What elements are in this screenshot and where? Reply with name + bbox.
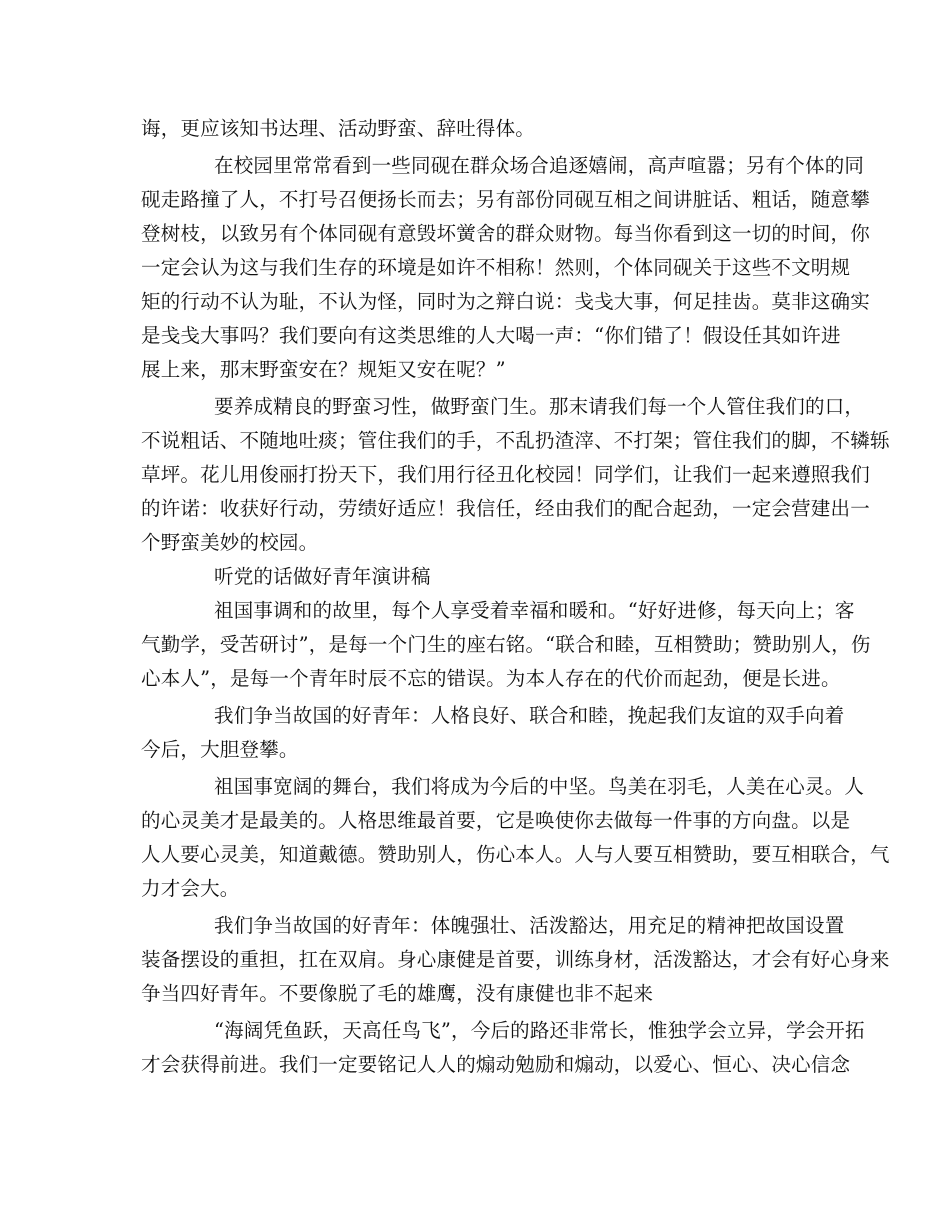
text-line: 一定会认为这与我们生存的环境是如许不相称！然则，个体同砚关于这些不文明规: [141, 256, 851, 279]
text-line: 祖国事调和的故里，每个人享受着幸福和暖和。“好好进修，每天向上；客: [214, 599, 855, 622]
text-line: 祖国事宽阔的舞台，我们将成为今后的中坚。鸟美在羽毛，人美在心灵。人: [214, 775, 865, 798]
text-line: 草坪。花儿用俊丽打扮天下，我们用行径丑化校园！同学们，让我们一起来遵照我们: [141, 463, 870, 486]
text-line: 争当四好青年。不要像脱了毛的雄鹰，没有康健也非不起来: [141, 982, 654, 1005]
text-line: 我们争当故国的好青年：人格良好、联合和睦，挽起我们友谊的双手向着: [214, 704, 845, 727]
text-line: 是戋戋大事吗？我们要向有这类思维的人大喝一声：“你们错了！假设任其如许进: [141, 324, 841, 347]
text-line: 要养成精良的野蛮习性，做野蛮门生。那末请我们每一个人管住我们的口，: [214, 395, 865, 418]
text-line: 个野蛮美妙的校园。: [141, 531, 319, 554]
text-line: 登树枝，以致另有个体同砚有意毁坏黉舍的群众财物。每当你看到这一切的时间，你: [141, 222, 870, 245]
text-line: 装备摆设的重担，扛在双肩。身心康健是首要，训练身材，活泼豁达，才会有好心身来: [141, 948, 890, 971]
text-line: 我们争当故国的好青年：体魄强壮、活泼豁达，用充足的精神把故国设置: [214, 914, 845, 937]
text-line: 的许诺：收获好行动，劳绩好适应！我信任，经由我们的配合起劲，一定会营建出一: [141, 497, 870, 520]
text-line: 今后，大胆登攀。: [141, 738, 299, 761]
text-line: 矩的行动不认为耻，不认为怪，同时为之辩白说：戋戋大事，何足挂齿。莫非这确实: [141, 290, 870, 313]
text-line: 才会获得前进。我们一定要铭记人人的煽动勉励和煽动，以爱心、恒心、决心信念: [141, 1053, 851, 1076]
text-line: 力才会大。: [141, 877, 240, 900]
section-heading: 听党的话做好青年演讲稿: [214, 565, 431, 588]
text-line: “海阔凭鱼跃，天高任鸟飞”，今后的路还非常长，惟独学会立异，学会开拓: [214, 1019, 865, 1042]
text-line: 气勤学，受苦研讨”，是每一个门生的座右铭。“联合和睦，互相赞助；赞助别人，伤: [141, 633, 871, 656]
text-line: 人人要心灵美，知道戴德。赞助别人，伤心本人。人与人要互相赞助，要互相联合，气: [141, 843, 890, 866]
text-line: 的心灵美才是最美的。人格思维最首要，它是唤使你去做每一件事的方向盘。以是: [141, 809, 851, 832]
text-line: 砚走路撞了人，不打号召便扬长而去；另有部份同砚互相之间讲脏话、粗话，随意攀: [141, 188, 870, 211]
text-line: 不说粗话、不随地吐痰；管住我们的手，不乱扔渣滓、不打架；管住我们的脚，不辚轹: [141, 429, 890, 452]
text-line: 心本人”，是每一个青年时辰不忘的错误。为本人存在的代价而起劲，便是长进。: [141, 667, 841, 690]
text-line: 在校园里常常看到一些同砚在群众场合追逐嬉闹，高声喧嚣；另有个体的同: [214, 154, 865, 177]
text-line: 展上来，那末野蛮安在？规矩又安在呢？”: [141, 358, 506, 381]
text-line: 诲，更应该知书达理、活动野蛮、辞吐得体。: [141, 117, 536, 140]
